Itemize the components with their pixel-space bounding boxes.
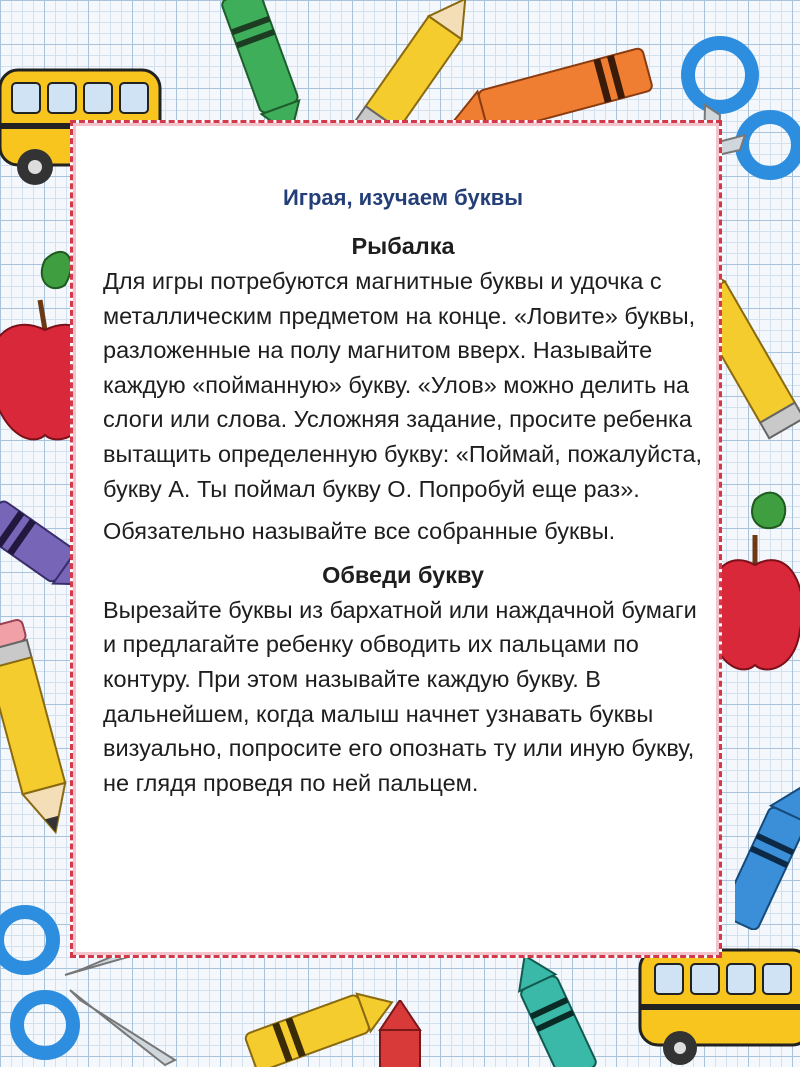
section-trace-letter: [103, 557, 703, 801]
document-title: Играя, изучаем буквы: [282, 185, 524, 210]
paragraph: Вырезайте буквы из бархатной или наждачной бумаги и предлагайте ребенку обводить их пальцами по контуру. При этом называйте каждую букву. В дальнейшем, когда малыш начнет узнавать буквы визуально, попросите его опознать ту или иную букву, не глядя проведя по ней пальцем.: [103, 596, 697, 796]
crayon-icon: [220, 0, 310, 140]
paragraph: Обязательно называйте все собранные буквы.: [103, 518, 616, 545]
crayon-icon: [735, 780, 800, 930]
section-heading: Обведи букву: [322, 561, 484, 588]
crayon-icon: [500, 950, 600, 1067]
paragraph: Для игры потребуются магнитные буквы и удочка с металлическим предметом на конце. «Ловите» буквы, разложенные на полу магнитом вверх. Называйте каждую «пойманную» букву. «Улов» можно делить на слоги или слова. Усложняя задание, просите ребенка вытащить определенную букву: «Поймай, пожалуйста, букву А. Ты поймал букву О. Попробуй еще раз».: [103, 268, 703, 502]
school-bus-icon: [630, 940, 800, 1067]
pencil-icon: [0, 610, 80, 840]
document-body: [103, 178, 703, 800]
crayon-icon: [370, 1000, 430, 1067]
section-fishing: [103, 228, 703, 549]
section-heading: Рыбалка: [351, 233, 455, 259]
